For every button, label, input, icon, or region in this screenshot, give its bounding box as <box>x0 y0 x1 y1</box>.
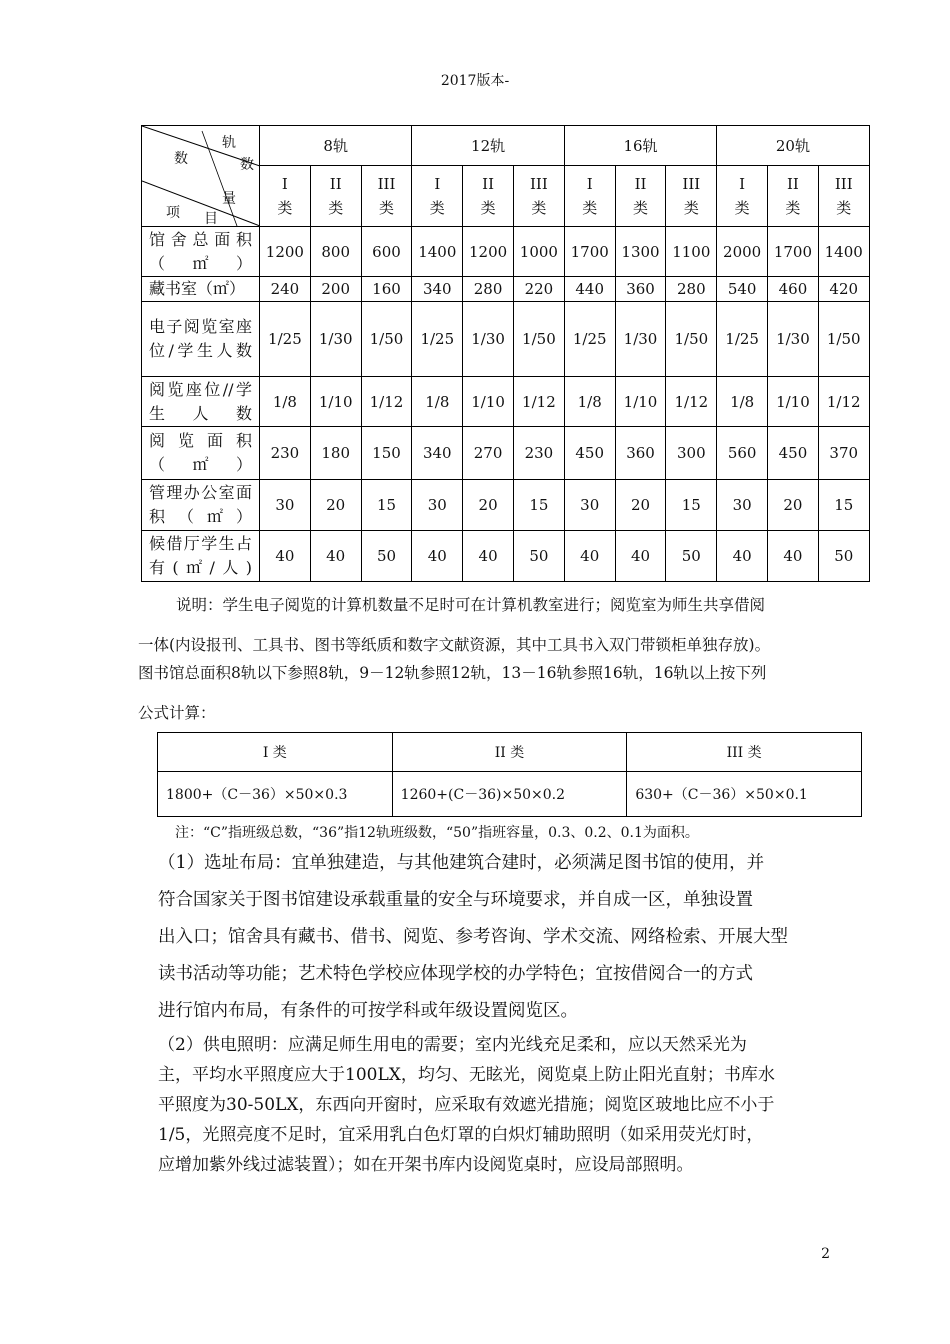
formula-note: 注：“C”指班级总数，“36”指12轨班级数，“50”指班容量，0.3、0.2、0.1为面积。 <box>175 825 699 841</box>
table-cell: 280 <box>463 277 514 302</box>
table-cell: 360 <box>615 277 666 302</box>
row-label: 阅览面积（㎡） <box>142 427 260 480</box>
table-row <box>142 480 870 531</box>
section-1-line: 符合国家关于图书馆建设承载重量的安全与环境要求，并自成一区，单独设置 <box>158 890 753 910</box>
table-cell: 15 <box>666 480 717 531</box>
class-suffix: 类 <box>277 199 293 218</box>
formula-value: 1260+(C－36)×50×0.2 <box>392 772 627 817</box>
section-2-line: 应增加紫外线过滤装置）；如在开架书库内设阅览桌时，应设局部照明。 <box>158 1155 694 1175</box>
diag-label-shu-left: 数 <box>174 151 188 167</box>
table-cell: 1/25 <box>717 302 768 377</box>
class-numeral: I <box>281 175 288 194</box>
table-cell: 20 <box>768 480 819 531</box>
group-header: 16轨 <box>564 126 716 166</box>
class-header <box>818 166 869 227</box>
table-cell: 1/30 <box>768 302 819 377</box>
table-cell: 50 <box>513 531 564 582</box>
table-cell: 1/50 <box>818 302 869 377</box>
table-cell: 40 <box>615 531 666 582</box>
table-cell: 1/12 <box>361 377 412 427</box>
class-numeral: III <box>530 175 548 194</box>
table-row <box>142 302 870 377</box>
table-cell: 1200 <box>260 227 311 277</box>
table-cell: 2000 <box>717 227 768 277</box>
class-header <box>361 166 412 227</box>
section-1-siting <box>158 845 828 1030</box>
diag-label-liang: 量 <box>222 191 236 207</box>
table-cell: 1/50 <box>513 302 564 377</box>
row-label: 管理办公室面积（㎡） <box>142 480 260 531</box>
class-numeral: II <box>787 175 799 194</box>
section-2-line: 主，平均水平照度应大于100LX，均匀、无眩光，阅览桌上防止阳光直射；书库水 <box>158 1065 775 1085</box>
class-header <box>463 166 514 227</box>
table-cell: 160 <box>361 277 412 302</box>
explain-line-2: 一体(内设报刊、工具书、图书等纸质和数字文献资源，其中工具书入双门带锁柜单独存放)。 <box>138 636 771 654</box>
section-2-line: （2）供电照明：应满足师生用电的需要；室内光线充足柔和，应以天然采光为 <box>158 1035 747 1055</box>
class-suffix: 类 <box>480 199 496 218</box>
class-header <box>666 166 717 227</box>
class-numeral: II <box>482 175 495 194</box>
class-suffix: 类 <box>328 199 344 218</box>
table-cell: 340 <box>412 427 463 480</box>
table-cell: 1/30 <box>615 302 666 377</box>
table-cell: 1/8 <box>260 377 311 427</box>
formula-header: I 类 <box>158 733 393 772</box>
class-header <box>412 166 463 227</box>
table-cell: 30 <box>412 480 463 531</box>
diagonal-lines <box>142 126 260 226</box>
section-1-line: 进行馆内布局，有条件的可按学科或年级设置阅览区。 <box>158 1001 578 1021</box>
class-suffix: 类 <box>734 199 750 218</box>
class-suffix: 类 <box>785 199 801 218</box>
table-cell: 1/12 <box>513 377 564 427</box>
table-cell: 280 <box>666 277 717 302</box>
diagonal-header-cell <box>142 126 260 227</box>
table-cell: 560 <box>717 427 768 480</box>
class-numeral: III <box>834 175 853 194</box>
diag-label-gui: 轨 <box>222 135 236 151</box>
row-label: 阅览座位//学生人数 <box>142 377 260 427</box>
table-cell: 1/30 <box>310 302 361 377</box>
row-label: 电子阅览室座位/学生人数 <box>142 302 260 377</box>
table-cell: 1/10 <box>310 377 361 427</box>
class-suffix: 类 <box>683 199 699 218</box>
class-numeral: II <box>634 175 647 194</box>
table-cell: 15 <box>513 480 564 531</box>
table-cell: 40 <box>412 531 463 582</box>
table-cell: 1400 <box>818 227 869 277</box>
table-row <box>142 227 870 277</box>
library-standards-table <box>141 125 870 582</box>
formula-header: III 类 <box>627 733 862 772</box>
class-header <box>260 166 311 227</box>
table-cell: 1/12 <box>818 377 869 427</box>
class-numeral: III <box>682 175 701 194</box>
table-cell: 1/10 <box>615 377 666 427</box>
table-cell: 1400 <box>412 227 463 277</box>
section-2-line: 平照度为30-50LX，东西向开窗时，应采取有效遮光措施；阅览区玻地比应不小于 <box>158 1095 775 1115</box>
table-cell: 30 <box>260 480 311 531</box>
table-cell: 360 <box>615 427 666 480</box>
class-header <box>513 166 564 227</box>
class-numeral: I <box>586 175 593 194</box>
table-row <box>142 277 870 302</box>
table-cell: 300 <box>666 427 717 480</box>
class-header <box>310 166 361 227</box>
group-header: 20轨 <box>717 126 869 166</box>
class-numeral: III <box>377 175 396 194</box>
table-cell: 40 <box>768 531 819 582</box>
section-2-line: 1/5，光照亮度不足时，宜采用乳白色灯罩的白炽灯辅助照明（如采用荧光灯时， <box>158 1125 764 1145</box>
table-cell: 1/50 <box>361 302 412 377</box>
table-cell: 420 <box>818 277 869 302</box>
table-cell: 40 <box>260 531 311 582</box>
table-cell: 800 <box>310 227 361 277</box>
diag-label-shu-right: 数 <box>240 157 254 173</box>
class-header <box>615 166 666 227</box>
table-cell: 40 <box>564 531 615 582</box>
class-header <box>564 166 615 227</box>
table-cell: 1/50 <box>666 302 717 377</box>
explain-line-1: 说明：学生电子阅览的计算机数量不足时可在计算机教室进行；阅览室为师生共享借阅 <box>176 596 766 614</box>
table-cell: 180 <box>310 427 361 480</box>
table-cell: 1100 <box>666 227 717 277</box>
table-cell: 150 <box>361 427 412 480</box>
table-cell: 1/8 <box>412 377 463 427</box>
table-cell: 1/8 <box>717 377 768 427</box>
table-cell: 270 <box>463 427 514 480</box>
table-cell: 30 <box>564 480 615 531</box>
table-cell: 1300 <box>615 227 666 277</box>
table-cell: 540 <box>717 277 768 302</box>
table-cell: 240 <box>260 277 311 302</box>
section-1-line: 出入口；馆舍具有藏书、借书、阅览、参考咨询、学术交流、网络检索、开展大型 <box>158 927 788 947</box>
table-cell: 1/25 <box>564 302 615 377</box>
class-suffix: 类 <box>378 199 394 218</box>
class-numeral: I <box>434 175 441 194</box>
table-cell: 1700 <box>564 227 615 277</box>
table-cell: 50 <box>361 531 412 582</box>
row-label: 候借厅学生占有(㎡/人) <box>142 531 260 582</box>
table-cell: 230 <box>513 427 564 480</box>
table-cell: 1/25 <box>260 302 311 377</box>
table-cell: 1/10 <box>463 377 514 427</box>
explain-line-4: 公式计算： <box>138 704 216 722</box>
row-label: 馆舍总面积（㎡） <box>142 227 260 277</box>
table-cell: 1/30 <box>463 302 514 377</box>
group-header: 12轨 <box>412 126 564 166</box>
table-cell: 370 <box>818 427 869 480</box>
table-cell: 1/25 <box>412 302 463 377</box>
section-1-line: 读书活动等功能；艺术特色学校应体现学校的办学特色；宜按借阅合一的方式 <box>158 964 753 984</box>
class-suffix: 类 <box>429 199 445 218</box>
table-cell: 1700 <box>768 227 819 277</box>
table-row <box>142 427 870 480</box>
table-cell: 220 <box>513 277 564 302</box>
class-suffix: 类 <box>582 199 598 218</box>
table-cell: 230 <box>260 427 311 480</box>
formula-value: 630+（C－36）×50×0.1 <box>627 772 862 817</box>
table-cell: 460 <box>768 277 819 302</box>
table-cell: 20 <box>463 480 514 531</box>
table-cell: 15 <box>818 480 869 531</box>
table-cell: 50 <box>666 531 717 582</box>
formula-value: 1800+（C－36）×50×0.3 <box>158 772 393 817</box>
table-cell: 20 <box>615 480 666 531</box>
table-cell: 30 <box>717 480 768 531</box>
table-cell: 1200 <box>463 227 514 277</box>
class-header <box>717 166 768 227</box>
table-cell: 600 <box>361 227 412 277</box>
class-suffix: 类 <box>633 199 649 218</box>
table-cell: 440 <box>564 277 615 302</box>
group-header: 8轨 <box>260 126 412 166</box>
table-cell: 340 <box>412 277 463 302</box>
table-cell: 50 <box>818 531 869 582</box>
section-1-line: （1）选址布局：宜单独建造，与其他建筑合建时，必须满足图书馆的使用，并 <box>158 853 765 873</box>
explain-line-3: 图书馆总面积8轨以下参照8轨，9－12轨参照12轨，13－16轨参照16轨，16轨以上按下列 <box>138 664 767 682</box>
table-cell: 450 <box>768 427 819 480</box>
table-cell: 450 <box>564 427 615 480</box>
class-header <box>768 166 819 227</box>
table-cell: 1000 <box>513 227 564 277</box>
table-cell: 20 <box>310 480 361 531</box>
table-cell: 40 <box>310 531 361 582</box>
table-cell: 1/10 <box>768 377 819 427</box>
diag-label-mu: 目 <box>204 211 218 227</box>
table-row <box>142 377 870 427</box>
section-2-lighting <box>158 1030 828 1180</box>
table-cell: 1/8 <box>564 377 615 427</box>
class-numeral: II <box>329 175 342 194</box>
row-label: 藏书室（㎡） <box>142 277 260 302</box>
page-number: 2 <box>821 1246 830 1262</box>
table-cell: 40 <box>463 531 514 582</box>
table-cell: 40 <box>717 531 768 582</box>
formula-table <box>157 732 862 817</box>
table-cell: 1/12 <box>666 377 717 427</box>
class-suffix: 类 <box>531 199 547 218</box>
diag-label-xiang: 项 <box>166 205 180 221</box>
table-cell: 15 <box>361 480 412 531</box>
page-header: 2017版本- <box>440 73 510 89</box>
formula-header: II 类 <box>392 733 627 772</box>
class-numeral: I <box>739 175 746 194</box>
table-row <box>142 531 870 582</box>
class-suffix: 类 <box>836 199 852 218</box>
table-cell: 200 <box>310 277 361 302</box>
